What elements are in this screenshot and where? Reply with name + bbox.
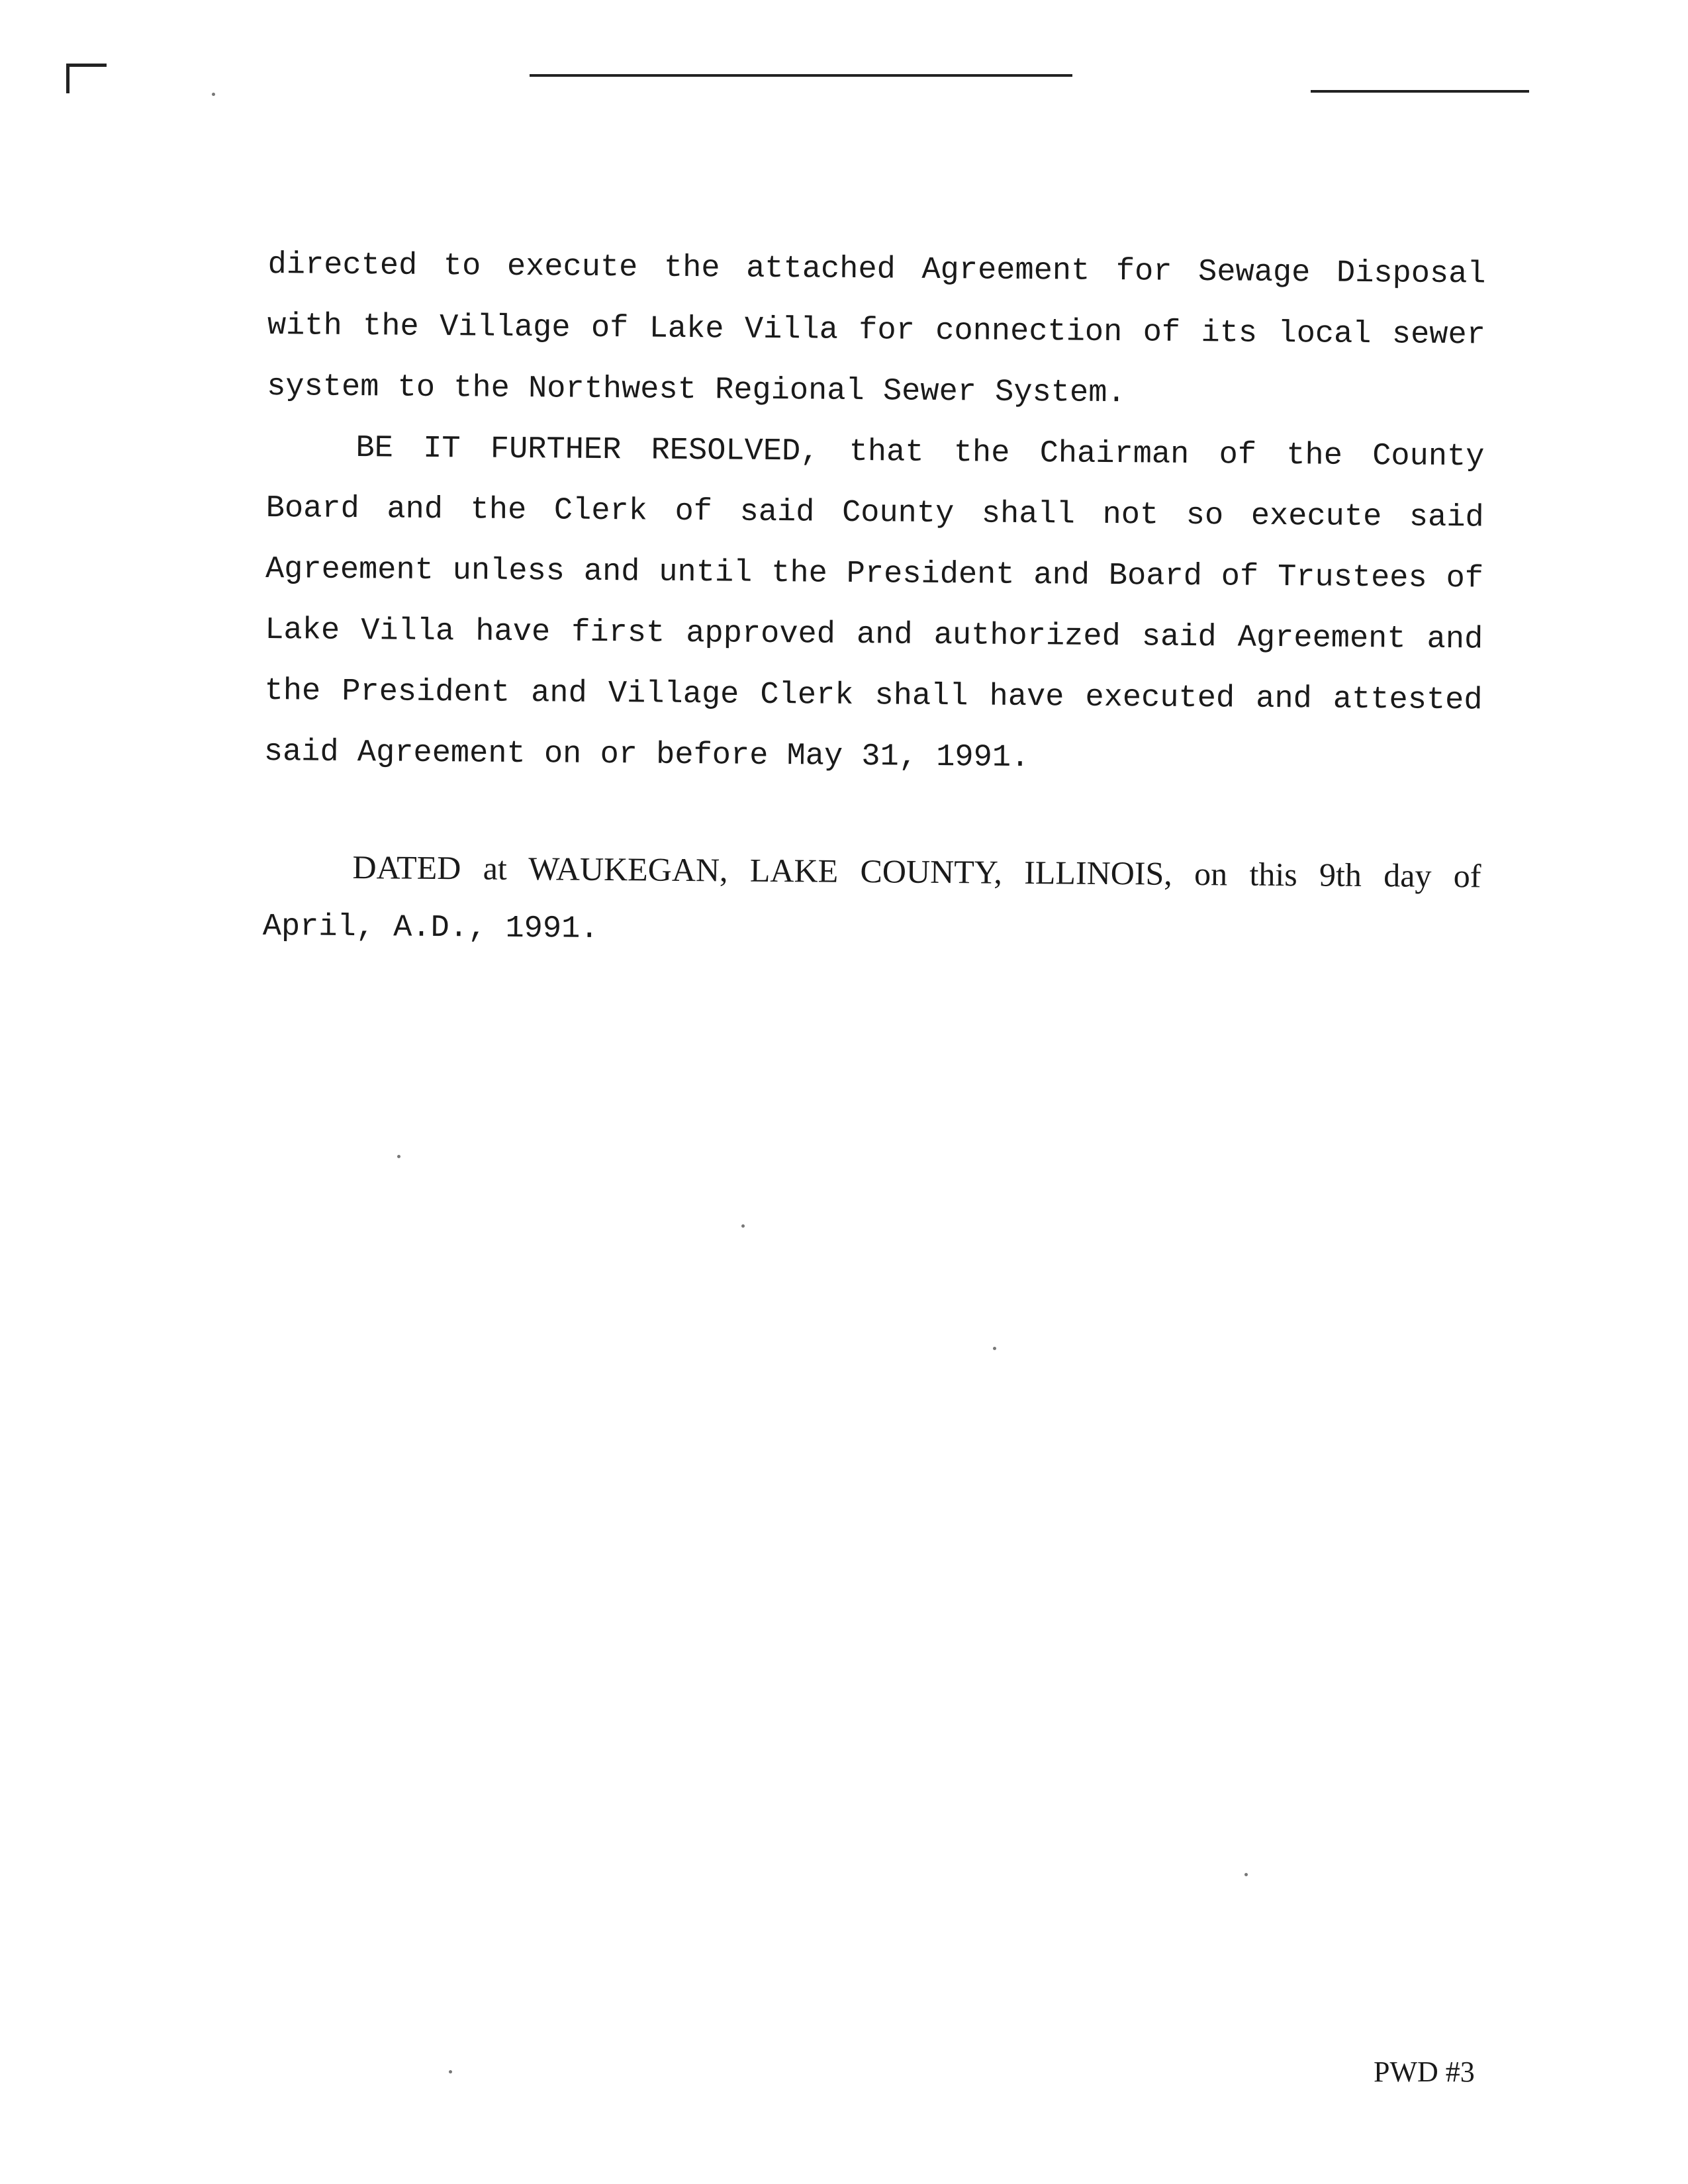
page-identifier: PWD #3 — [1374, 2056, 1475, 2088]
header-rule-right — [1311, 90, 1529, 93]
text-line: Lake Villa have first approved and authorized said Agreement and — [265, 612, 1483, 658]
text-line: directed to execute the attached Agreement for Sewage Disposal — [267, 247, 1486, 293]
text-line: with the Village of Lake Villa for connection of its local sewer — [267, 308, 1486, 353]
scan-speck — [449, 2070, 452, 2073]
text-line: the President and Village Clerk shall have executed and attested — [264, 673, 1483, 719]
text-line: DATED at WAUKEGAN, LAKE COUNTY, ILLINOIS, on this 9th day of — [352, 848, 1481, 895]
text-line: Agreement unless and until the President and Board of Trustees of — [265, 551, 1484, 597]
paragraph-spacer — [263, 783, 1482, 845]
scan-speck — [1244, 1873, 1248, 1876]
resolution-body — [262, 235, 1486, 967]
text-line: Board and the Clerk of said County shall not so execute said — [265, 490, 1484, 536]
paragraph-further-resolved — [263, 418, 1484, 792]
scan-speck — [212, 93, 215, 96]
text-line: system to the Northwest Regional Sewer System. — [266, 369, 1126, 412]
scan-speck — [397, 1155, 400, 1158]
scan-speck — [993, 1347, 996, 1350]
paragraph-agreement-directive — [267, 235, 1486, 427]
scan-speck — [741, 1224, 745, 1228]
header-rule-left — [530, 74, 1072, 77]
paragraph-dated — [262, 836, 1481, 967]
text-line: BE IT FURTHER RESOLVED, that the Chairman of the County — [355, 431, 1485, 475]
corner-registration-mark — [66, 64, 107, 93]
text-line: said Agreement on or before May 31, 1991. — [263, 734, 1030, 776]
text-line: April, A.D., 1991. — [262, 909, 599, 947]
